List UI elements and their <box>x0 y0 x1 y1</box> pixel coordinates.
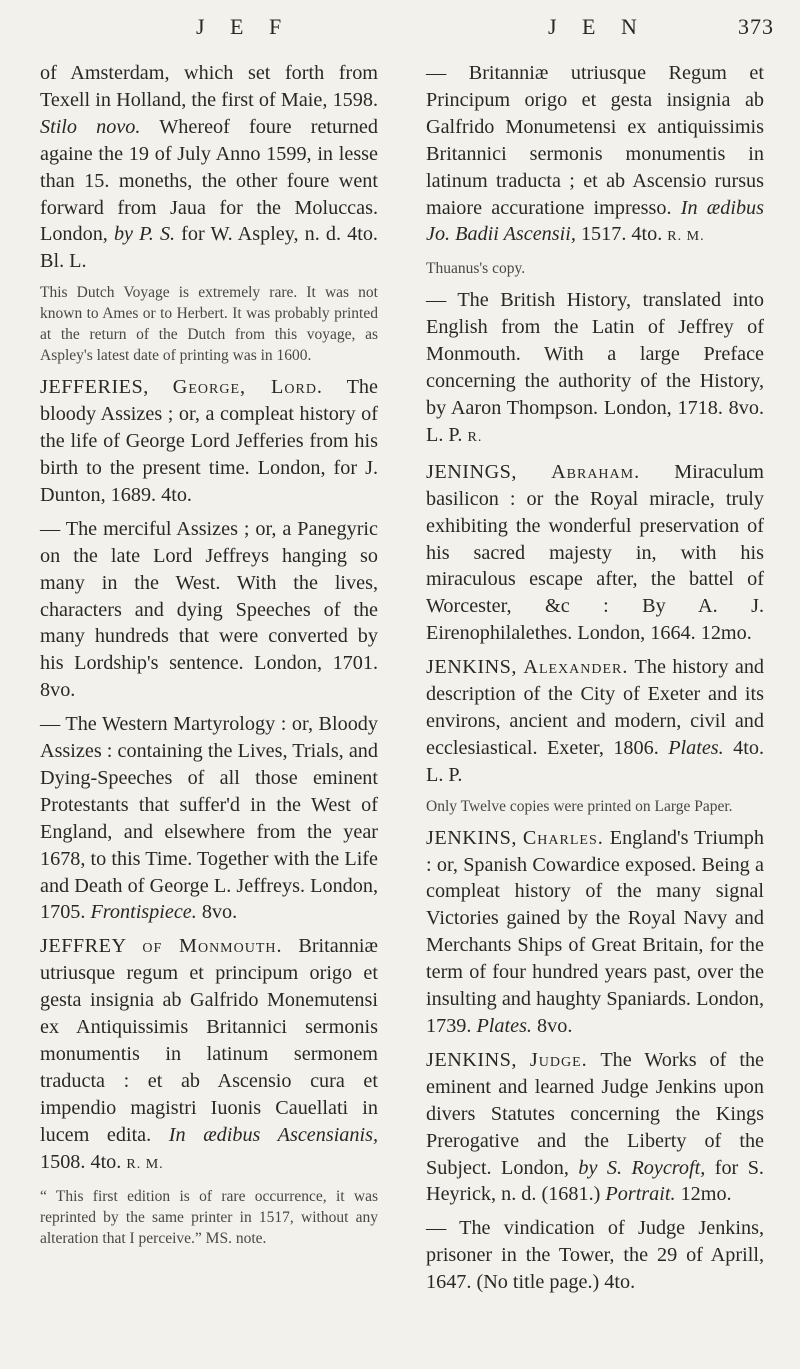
entry-britanniae-1517 <box>426 60 764 251</box>
entry-british-history <box>426 287 764 451</box>
entry-text: The Works of the eminent and learned Judge Jenkins upon divers Statutes concerning the Kings Prerogative and the Liberty of the Subject. London, <box>426 1048 765 1179</box>
entry-author: JENKINS, <box>426 656 517 679</box>
entry-note: Thuanus's copy. <box>426 260 526 278</box>
entry-jenkins-charles <box>426 825 764 1040</box>
entry-italic: by P. S. <box>113 223 176 246</box>
entry-text: Miraculum basilicon : or the Royal miracle, truly exhibiting the wonderful preservation of his sacred majesty in, with his miraculous escape after, the battel of Worcester, &c : By A. J. Eirenophilalethes. London, 1664. 12mo. <box>426 460 764 645</box>
entry-italic: Portrait. <box>605 1183 676 1206</box>
entry-provenance: R. M. <box>667 229 705 245</box>
entry-forename: George, Lord. <box>172 376 323 399</box>
header-right-letters: J E N <box>548 14 647 39</box>
entry-text: — The Western Martyrology : or, Bloody Assizes : containing the Lives, Trials, and Dying-Speeches of all those eminent Protestants that suffer'd in the West of England, and elsewhere from the year 1678, to this Time. Together with the Life and Death of George L. Jeffreys. London, 1705. <box>40 713 378 924</box>
entry-text: 12mo. <box>675 1183 732 1206</box>
entry-italic: In ædibus Jo. Badii Ascensii, <box>426 196 765 246</box>
entry-text: 1517. 4to. <box>575 223 668 246</box>
running-header <box>0 14 800 50</box>
entry-author: JENINGS, <box>426 460 517 483</box>
entry-text: England's Triumph : or, Spanish Cowardice exposed. Being a compleat history of the many signal Victories gained by the Royal Navy and Merchants Ships of Great Britain, for the term of four hundred years past, over the insulting and haughty Spaniards. London, 1739. <box>426 826 764 1037</box>
entry-author: JENKINS, <box>426 1048 517 1071</box>
entry-note: This Dutch Voyage is extremely rare. It was not known to Ames or to Herbert. It was probably printed at the return of the Dutch from this voyage, as Aspley's latest date of printing was in 1600. <box>40 284 378 365</box>
entry-text: — Britanniæ utriusque Regum et Principum origo et gesta insignia ab Galfrido Monumetensi ex antiquissimis Britannici sermonis monumentis in latinum traducta ; et ab Ascensio rursus maiore accuratione impresso. <box>426 62 764 219</box>
entry-text: — The British History, translated into English from the Latin of Jeffrey of Monmouth. With a large Preface concerning the authority of the History, by Aaron Thompson. London, 1718. 8vo. L. P. <box>426 289 764 446</box>
entry-jefferies <box>40 374 378 509</box>
entry-italic: Frontispiece. <box>90 901 197 924</box>
entry-author: JEFFREY <box>40 935 127 958</box>
entry-text: for W. Aspley, n. d. 4to. Bl. L. <box>40 223 378 273</box>
entry-forename: Judge. <box>529 1048 588 1071</box>
entry-note: “ This first edition is of rare occurrence, it was reprinted by the same printer in 1517, without any alteration that I perceive.” MS. note. <box>40 1187 378 1247</box>
header-left-letters: J E F <box>196 14 292 39</box>
entry-text: 8vo. <box>531 1015 573 1037</box>
entry-text: 4to. L. P. <box>426 736 764 786</box>
entry-author: JENKINS, <box>426 826 517 849</box>
entry-italic: Stilo novo. <box>40 115 141 138</box>
entry-italic: Plates. <box>476 1015 532 1037</box>
entry-jenkins-alexander <box>426 654 764 789</box>
entry-jenings <box>426 459 764 647</box>
entry-text: for S. Heyrick, n. d. (1681.) <box>426 1156 764 1206</box>
entry-forename: Charles. <box>522 826 604 849</box>
entry-forename: Abraham. <box>551 460 641 483</box>
entry-vindication <box>426 1215 764 1296</box>
entry-text: — The merciful Assizes ; or, a Panegyric on the late Lord Jeffreys hanging so many in the West. With the lives, characters and dying Speeches of the many hundreds that were converted by his Lordship's sentence. London, 1701. 8vo. <box>40 517 378 702</box>
entry-text: Britanniæ utriusque regum et principum origo et gesta insignia ab Galfrido Monemutensi ex Antiquissimis Britannici sermonis monumentis in latinum sermonem traducta : et ab Ascensio cura et impendio magistri Iuonis Cauellati in lucem edita. <box>40 935 378 1146</box>
entry-text: The bloody Assizes ; or, a compleat history of the life of George Lord Jefferies from his birth to the present time. London, for J. Dunton, 1689. 4to. <box>40 376 378 506</box>
entry-western-martyrology <box>40 711 378 926</box>
entry-provenance: R. <box>467 429 483 445</box>
entry-text: of Amsterdam, which set forth from Texell in Holland, the first of Maie, 1598. <box>40 62 378 111</box>
entry-note: Only Twelve copies were printed on Large Paper. <box>426 797 733 815</box>
entry-provenance: R. M. <box>126 1156 164 1172</box>
entry-text: 1508. 4to. <box>40 1150 127 1173</box>
entry-jenkins-judge <box>426 1047 764 1208</box>
entry-text: — The vindication of Judge Jenkins, prisoner in the Tower, the 29 of Aprill, 1647. (No title page.) 4to. <box>426 1217 764 1294</box>
entry-italic: by S. Roycroft, <box>578 1156 706 1179</box>
entry-italic: Plates. <box>668 736 724 759</box>
left-column <box>40 60 378 1257</box>
entry-forename: Alexander. <box>523 656 629 679</box>
entry-text: Whereof foure returned againe the 19 of July Anno 1599, in lesse than 15. moneths, the other foure went forward from Jaua for the Moluccas. London, <box>40 115 378 246</box>
entry-merciful-assizes <box>40 516 378 704</box>
entry-text: The history and description of the City of Exeter and its environs, ancient and modern, civil and ecclesiastical. Exeter, 1806. <box>426 656 765 759</box>
entry-forename: of Monmouth. <box>142 935 283 958</box>
entry-text: 8vo. <box>196 901 238 924</box>
entry-author: JEFFERIES, <box>40 376 149 399</box>
right-column <box>426 60 764 1303</box>
entry-jeffrey-monmouth <box>40 933 378 1178</box>
entry-amsterdam <box>40 60 378 275</box>
entry-italic: In ædibus Ascensianis, <box>168 1123 379 1146</box>
page-number: 373 <box>738 14 774 39</box>
